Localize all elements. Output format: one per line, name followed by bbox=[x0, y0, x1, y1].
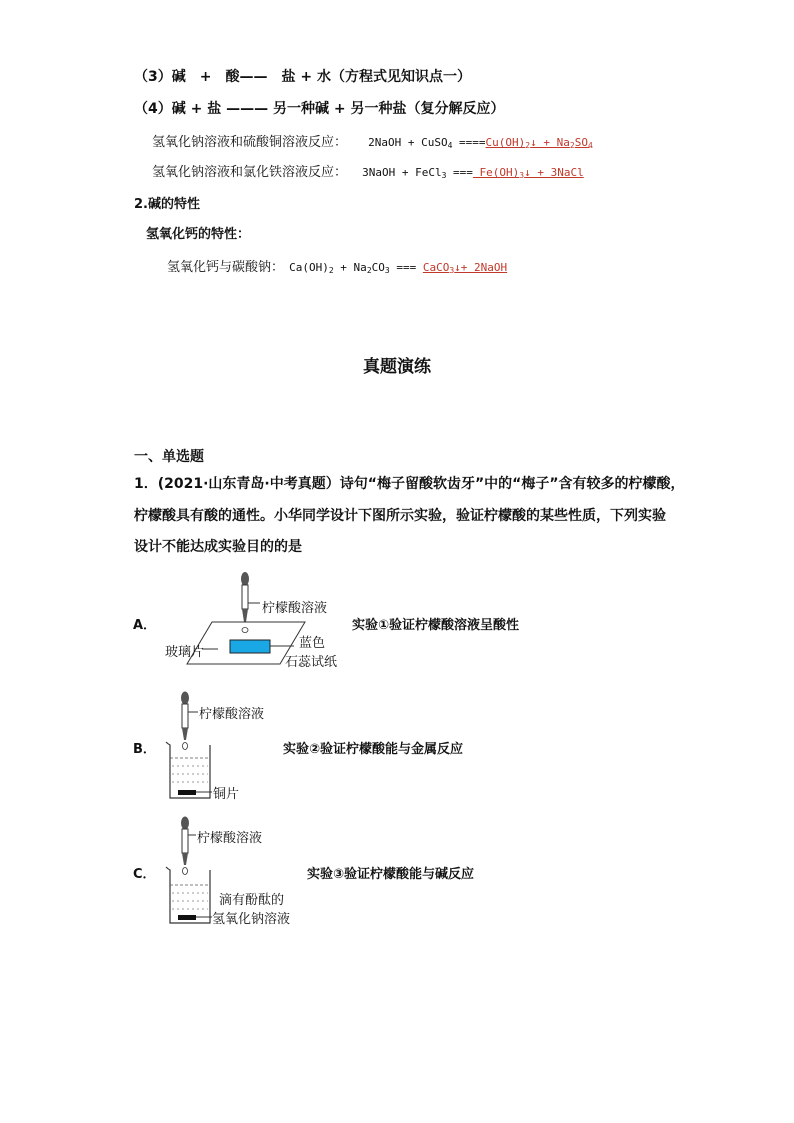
reaction-1-label: 氢氧化钠溶液和硫酸铜溶液反应： bbox=[152, 135, 348, 150]
section-single-choice: 一、单选题 bbox=[134, 449, 204, 465]
option-a-paper-label-2: 石蕊试纸 bbox=[285, 655, 338, 670]
option-b-dropper-label: 柠檬酸溶液 bbox=[199, 707, 265, 722]
reaction-3-label: 氢氧化钙与碳酸钠： bbox=[167, 260, 285, 275]
reaction-2 bbox=[152, 161, 584, 180]
practice-title: 真题演练 bbox=[363, 357, 431, 377]
option-a-letter[interactable]: A． bbox=[133, 618, 157, 633]
option-a-description: 实验①验证柠檬酸溶液呈酸性 bbox=[352, 618, 520, 633]
option-b-bottom-label: 铜片 bbox=[213, 787, 240, 802]
section-base-properties: 2.碱的特性 bbox=[134, 197, 200, 212]
option-b-description: 实验②验证柠檬酸能与金属反应 bbox=[283, 742, 464, 757]
option-a-paper-label-1: 蓝色 bbox=[299, 636, 326, 651]
subsection-calcium-hydroxide: 氢氧化钙的特性： bbox=[146, 227, 251, 242]
question-1-line-1: 1．(2021·山东青岛·中考真题）诗句“梅子留酸软齿牙”中的“梅子”含有较多的柠檬酸， bbox=[134, 476, 685, 492]
option-a-dropper-label: 柠檬酸溶液 bbox=[262, 601, 328, 616]
option-c-dropper-label: 柠檬酸溶液 bbox=[197, 831, 263, 846]
option-b-letter[interactable]: B． bbox=[133, 742, 156, 757]
reaction-1-equation: 2NaOH + CuSO$_4$ $====Cu(OH)_2↓ + Na_2SO_4$ bbox=[368, 136, 593, 150]
reaction-1 bbox=[152, 131, 593, 150]
copper-plate bbox=[178, 790, 196, 795]
note-line-4: （4）碱 + 盐 ——— 另一种碱 + 另一种盐（复分解反应） bbox=[134, 101, 505, 117]
dropper-icon bbox=[241, 572, 260, 622]
dropper-icon bbox=[181, 692, 198, 741]
reaction-3-equation: $Ca(OH)_2 + Na_2CO_3$ === CaCO$_3$↓+ 2NaOH bbox=[289, 261, 508, 275]
beaker-icon bbox=[166, 742, 212, 798]
option-c-letter[interactable]: C． bbox=[133, 867, 156, 882]
beaker-icon bbox=[166, 867, 212, 923]
option-c-description: 实验③验证柠檬酸能与碱反应 bbox=[307, 867, 475, 882]
option-a-glass-label: 玻璃片 bbox=[165, 645, 205, 660]
option-c-bottom-label-2: 氢氧化钠溶液 bbox=[212, 912, 291, 927]
reaction-3 bbox=[167, 256, 507, 275]
reaction-2-equation: 3NaOH + FeCl$_3$ === $Fe(OH)_3↓$ + 3NaCl bbox=[362, 166, 584, 180]
question-1-line-2: 柠檬酸具有酸的通性。小华同学设计下图所示实验，验证柠檬酸的某些性质，下列实验 bbox=[134, 508, 666, 524]
dropper-icon bbox=[181, 817, 196, 866]
question-1-line-3: 设计不能达成实验目的的是 bbox=[134, 539, 302, 555]
option-c-bottom-label-1: 滴有酚酞的 bbox=[219, 893, 285, 908]
reaction-2-label: 氢氧化钠溶液和氯化铁溶液反应： bbox=[152, 165, 348, 180]
note-line-3: （3）碱 + 酸—— 盐 + 水（方程式见知识点一） bbox=[134, 69, 471, 85]
litmus-paper bbox=[230, 640, 270, 653]
